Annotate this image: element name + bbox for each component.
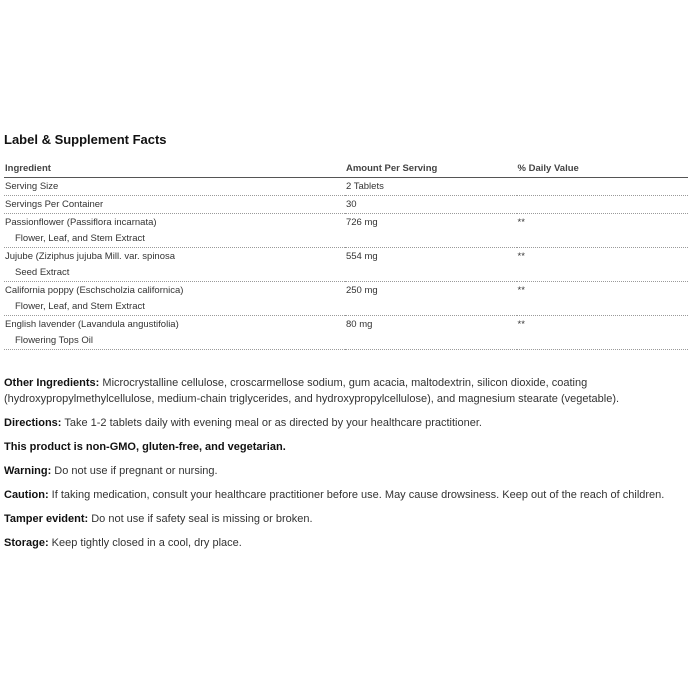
amount-cell: 726 mg (345, 214, 517, 248)
ingredient-name: Servings Per Container (5, 199, 104, 210)
directions-text: Take 1-2 tablets daily with evening meal or as directed by your healthcare practitioner. (61, 417, 482, 429)
amount-column-header: Amount Per Serving (345, 161, 517, 178)
amount-cell: 554 mg (345, 248, 517, 282)
product-notes (4, 375, 688, 551)
ingredient-cell (4, 316, 345, 350)
table-row (4, 316, 688, 350)
ingredient-name: Jujube (Ziziphus jujuba Mill. var. spinosa (5, 251, 176, 262)
table-row (4, 282, 688, 316)
daily-value-cell: ** (517, 214, 688, 248)
daily-value-cell: ** (517, 316, 688, 350)
amount-cell: 80 mg (345, 316, 517, 350)
tamper-evident (4, 511, 688, 527)
directions (4, 415, 688, 431)
tamper-label: Tamper evident: (4, 513, 89, 525)
warning-text: Do not use if pregnant or nursing. (51, 465, 218, 477)
amount-cell: 250 mg (345, 282, 517, 316)
section-heading: Label & Supplement Facts (4, 132, 167, 147)
non-gmo-statement (4, 439, 688, 455)
other-ingredients (4, 375, 688, 407)
warning-label: Warning: (4, 465, 52, 477)
ingredient-name: English lavender (Lavandula angustifolia) (5, 319, 179, 330)
other-ingredients-text: Microcrystalline cellulose, croscarmellose sodium, gum acacia, maltodextrin, silicon dioxide, coating (hydroxypropylmethylcellulose, medium-chain triglycerides, and hydroxypropylcellulose), and magnesium stearate (vegetable). (4, 377, 620, 405)
ingredient-form: Seed Extract (15, 267, 70, 278)
caution-text: If taking medication, consult your healthcare practitioner before use. May cause drowsiness. Keep out of the reach of children. (48, 489, 665, 501)
ingredient-cell (4, 248, 345, 282)
ingredient-name: California poppy (Eschscholzia californica) (5, 285, 184, 296)
daily-value-cell (517, 196, 688, 214)
storage-label: Storage: (4, 537, 49, 549)
ingredient-name: Serving Size (5, 181, 59, 192)
caution (4, 487, 688, 503)
storage-text: Keep tightly closed in a cool, dry place. (48, 537, 242, 549)
ingredient-form: Flowering Tops Oil (15, 335, 93, 346)
supplement-facts-panel (4, 131, 688, 559)
warning (4, 463, 688, 479)
daily-value-cell: ** (517, 248, 688, 282)
ingredient-cell (4, 282, 345, 316)
amount-cell: 2 Tablets (345, 178, 517, 196)
caution-label: Caution: (4, 489, 49, 501)
ingredient-column-header: Ingredient (4, 161, 345, 178)
table-row (4, 196, 688, 214)
daily-value-column-header: % Daily Value (517, 161, 688, 178)
tamper-text: Do not use if safety seal is missing or broken. (88, 513, 313, 525)
daily-value-cell (517, 178, 688, 196)
ingredient-cell (4, 178, 345, 196)
ingredient-cell (4, 196, 345, 214)
table-header-row (4, 161, 688, 178)
supplement-facts-table (4, 161, 688, 350)
directions-label: Directions: (4, 417, 62, 429)
other-ingredients-label: Other Ingredients: (4, 377, 100, 389)
ingredient-name: Passionflower (Passiflora incarnata) (5, 217, 157, 228)
storage (4, 535, 688, 551)
table-row (4, 178, 688, 196)
amount-cell: 30 (345, 196, 517, 214)
table-row (4, 214, 688, 248)
ingredient-form: Flower, Leaf, and Stem Extract (15, 233, 145, 244)
ingredient-cell (4, 214, 345, 248)
daily-value-cell: ** (517, 282, 688, 316)
table-row (4, 248, 688, 282)
ingredient-form: Flower, Leaf, and Stem Extract (15, 301, 145, 312)
non-gmo-text: This product is non-GMO, gluten-free, and vegetarian. (4, 441, 286, 453)
